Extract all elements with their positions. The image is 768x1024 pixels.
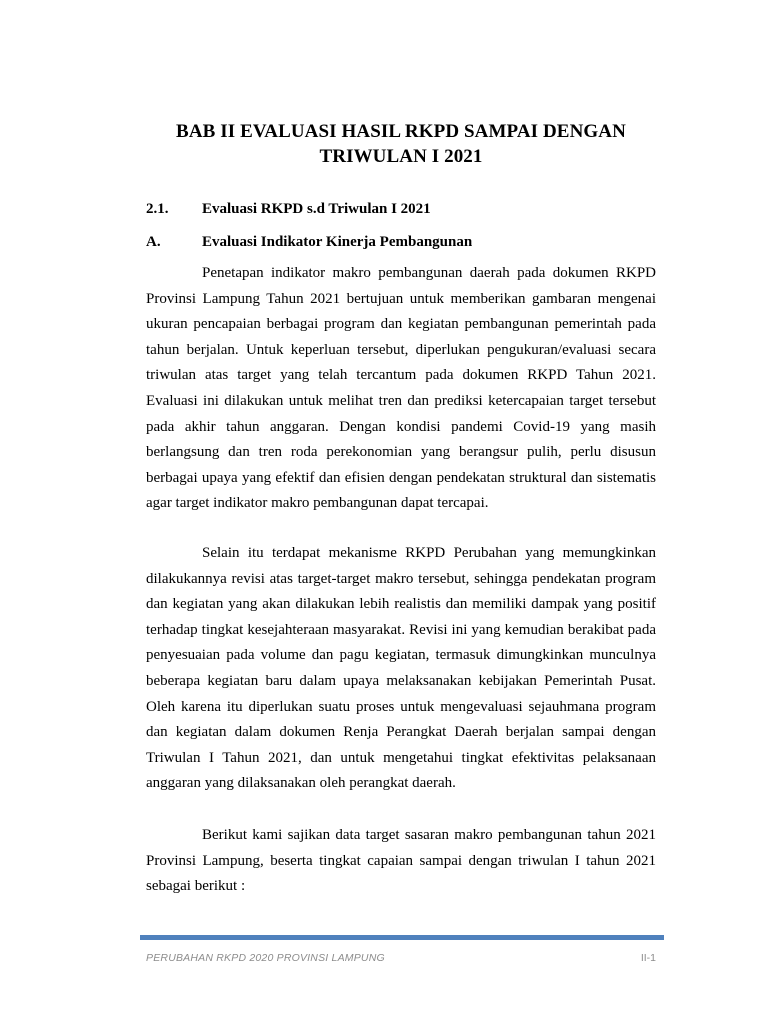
footer-title: PERUBAHAN RKPD 2020 PROVINSI LAMPUNG [146, 952, 385, 964]
body-paragraph-2-block [146, 541, 656, 797]
chapter-title-line-1: BAB II EVALUASI HASIL RKPD SAMPAI DENGAN [176, 121, 626, 142]
subsection-title: Evaluasi Indikator Kinerja Pembangunan [202, 234, 473, 250]
chapter-title [146, 119, 656, 169]
footer-page-number: II-1 [640, 952, 656, 964]
footer-rule [140, 935, 664, 940]
section-number: 2.1. [146, 201, 169, 217]
section-title: Evaluasi RKPD s.d Triwulan I 2021 [202, 201, 431, 217]
section-heading [146, 199, 656, 219]
body-paragraph-3-block [146, 823, 656, 900]
body-paragraph: Berikut kami sajikan data target sasaran makro pembangunan tahun 2021 Provinsi Lampung, beserta tingkat capaian sampai dengan triwulan I tahun 2021 sebagai berikut : [146, 827, 656, 895]
body-paragraph-1-block [146, 261, 656, 517]
body-paragraph: Penetapan indikator makro pembangunan daerah pada dokumen RKPD Provinsi Lampung Tahun 2021 bertujuan untuk memberikan gambaran mengenai ukuran pencapaian berbagai program dan kegiatan pembangunan pemerintah pada tahun berjalan. Untuk keperluan tersebut, diperlukan pengukuran/evaluasi secara triwulan atas target yang telah tercantum pada dokumen RKPD Tahun 2021. Evaluasi ini dilakukan untuk melihat tren dan prediksi ketercapaian target tersebut pada akhir tahun anggaran. Dengan kondisi pandemi Covid-19 yang masih berlangsung dan tren roda perekonomian yang berangsur pulih, perlu disusun berbagai upaya yang efektif dan efisien dengan pendekatan struktural dan sistematis agar target indikator makro pembangunan dapat tercapai. [146, 265, 656, 512]
subsection-number: A. [146, 234, 161, 250]
body-paragraph: Selain itu terdapat mekanisme RKPD Perubahan yang memungkinkan dilakukannya revisi atas target-target makro tersebut, sehingga pendekatan program dan kegiatan yang akan dilakukan lebih realistis dan memiliki dampak yang positif terhadap tingkat kesejahteraan masyarakat. Revisi ini yang kemudian berakibat pada penyesuaian pada volume dan pagu kegiatan, termasuk dimungkinkan munculnya beberapa kegiatan baru dalam upaya melaksanakan kebijakan Pemerintah Pusat. Oleh karena itu diperlukan suatu proses untuk mengevaluasi sejauhmana program dan kegiatan dalam dokumen Renja Perangkat Daerah berjalan sampai dengan Triwulan I Tahun 2021, dan untuk mengetahui tingkat efektivitas pelaksanaan anggaran yang dilaksanakan oleh perangkat daerah. [146, 545, 656, 792]
subsection-heading [146, 232, 656, 252]
chapter-title-line-2: TRIWULAN I 2021 [319, 146, 483, 167]
